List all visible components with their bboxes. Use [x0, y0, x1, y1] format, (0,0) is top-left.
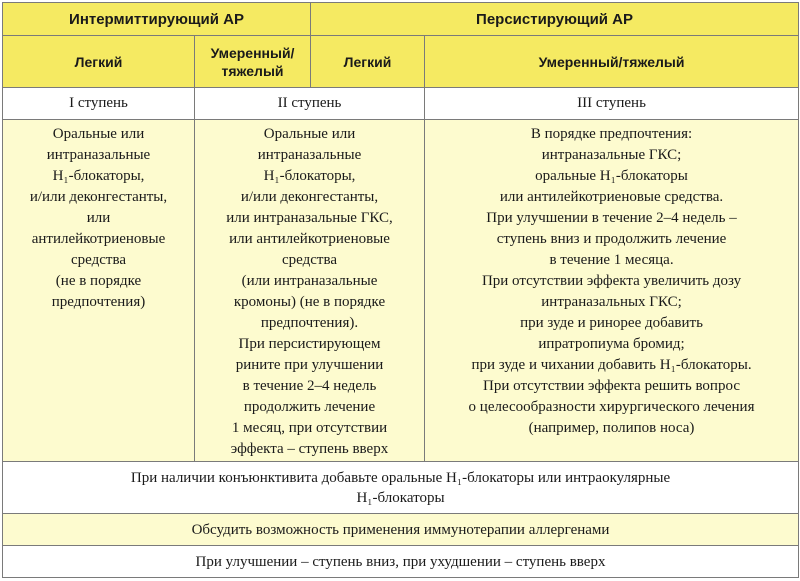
treatment-line: или [86, 210, 111, 226]
treatment-step-2 [195, 120, 425, 462]
treatment-line: При персистирующем [238, 336, 381, 352]
treatment-line: (или интраназальные [241, 273, 378, 289]
treatment-line: или антилейкотриеновые [229, 231, 390, 247]
treatment-line: при зуде и ринорее добавить [520, 315, 703, 331]
treatment-line: рините при улучшении [235, 357, 384, 373]
severity-persistent-mild: Легкий [311, 36, 425, 88]
treatment-line: интраназальные [46, 147, 151, 163]
treatment-table [2, 2, 799, 578]
treatment-line: При отсутствии эффекта увеличить дозу [481, 273, 742, 289]
severity-persistent-moderate: Умеренный/тяжелый [425, 36, 799, 88]
treatment-step-3 [425, 120, 799, 462]
treatment-line: Оральные или [52, 126, 145, 142]
treatment-line: эффекта – ступень вверх [230, 441, 389, 457]
treatment-line: продолжить лечение [243, 399, 376, 415]
treatment-line: в течение 2–4 недель [242, 378, 377, 394]
treatment-line: интраназальных ГКС; [541, 294, 682, 310]
treatment-line: и/или деконгестанты, [29, 189, 168, 205]
treatment-line: 1 месяц, при отсутствии [231, 420, 388, 436]
conjunctivitis-line-1: При наличии конъюнктивита добавьте оральные Н₁-блокаторы или интраокулярные [130, 469, 671, 486]
treatment-line: Н₁-блокаторы, [263, 168, 356, 184]
treatment-line: В порядке предпочтения: [530, 126, 693, 142]
step-2: II ступень [195, 88, 425, 120]
step-1: I ступень [3, 88, 195, 120]
header-intermittent: Интермиттирующий АР [3, 3, 311, 36]
treatment-line: предпочтения). [260, 315, 359, 331]
treatment-line: в течение 1 месяца. [549, 252, 674, 268]
treatment-line: или антилейкотриеновые средства. [499, 189, 724, 205]
treatment-line: при зуде и чихании добавить Н₁-блокаторы. [471, 357, 752, 373]
treatment-line: ступень вниз и продолжить лечение [496, 231, 727, 247]
treatment-line: кромоны) (не в порядке [233, 294, 386, 310]
treatment-line: интраназальные ГКС; [541, 147, 682, 163]
treatment-line: средства [282, 252, 338, 268]
treatment-line: о целесообразности хирургического лечения [468, 399, 755, 415]
treatment-line: и/или деконгестанты, [240, 189, 379, 205]
treatment-line: При отсутствии эффекта решить вопрос [483, 378, 740, 394]
treatment-line: предпочтения) [51, 294, 146, 310]
treatment-line: При улучшении в течение 2–4 недель – [486, 210, 737, 226]
stepping-note: При улучшении – ступень вниз, при ухудшении – ступень вверх [3, 546, 799, 578]
treatment-line: интраназальные [257, 147, 362, 163]
severity-intermittent-moderate: Умеренный/ тяжелый [195, 36, 311, 88]
conjunctivitis-note [3, 462, 799, 514]
treatment-line: (например, полипов носа) [528, 420, 695, 436]
header-persistent: Персистирующий АР [311, 3, 799, 36]
immunotherapy-note: Обсудить возможность применения иммунотерапии аллергенами [3, 514, 799, 546]
treatment-line: Н₁-блокаторы, [52, 168, 145, 184]
treatment-line: Оральные или [263, 126, 356, 142]
treatment-line: или интраназальные ГКС, [226, 210, 393, 226]
treatment-line: оральные Н₁-блокаторы [535, 168, 688, 184]
treatment-line: антилейкотриеновые [31, 231, 166, 247]
treatment-line: (не в порядке [55, 273, 142, 289]
treatment-line: средства [70, 252, 126, 268]
conjunctivitis-line-2: Н₁-блокаторы [356, 489, 445, 506]
step-3: III ступень [425, 88, 799, 120]
severity-intermittent-mild: Легкий [3, 36, 195, 88]
treatment-step-1 [3, 120, 195, 462]
treatment-line: ипратропиума бромид; [538, 336, 685, 352]
